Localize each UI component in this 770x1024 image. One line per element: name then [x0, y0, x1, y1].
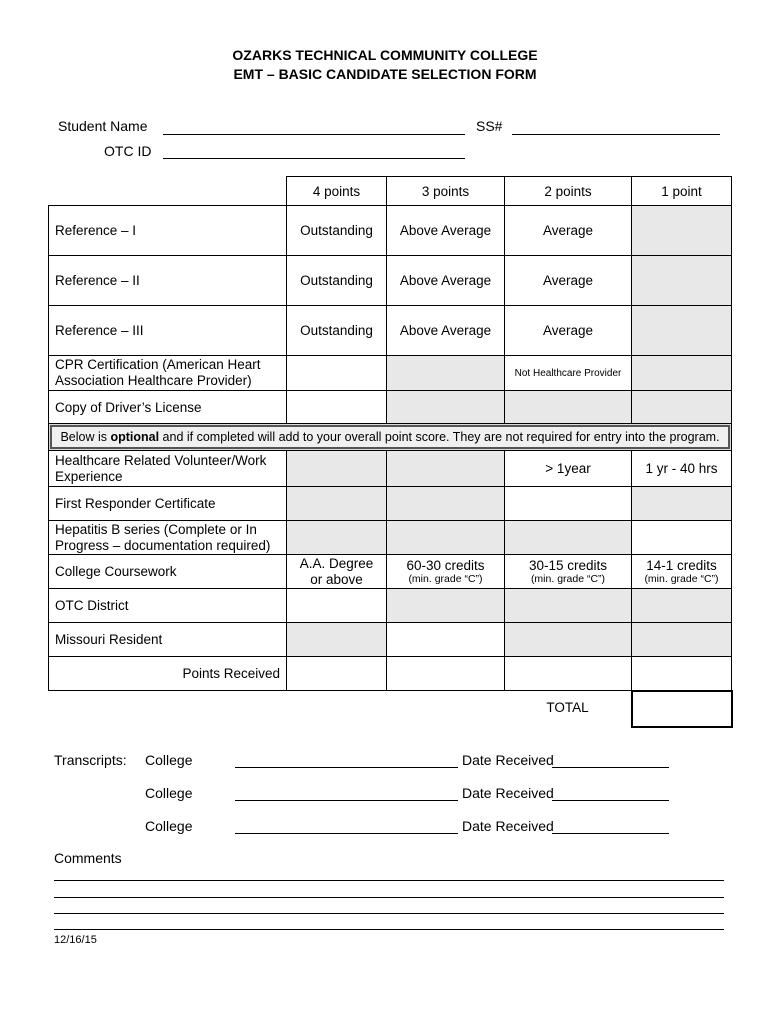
row-label-reference-1: Reference – I	[49, 206, 287, 256]
table-row	[49, 256, 732, 306]
table-row	[49, 657, 732, 691]
table-row	[49, 589, 732, 623]
cell-points-1[interactable]	[632, 657, 732, 691]
hepatitis-label-line2: Progress – documentation required)	[55, 537, 271, 553]
college-label: College	[145, 785, 193, 801]
comments-line[interactable]	[54, 929, 724, 930]
header-blank	[49, 177, 287, 206]
row-label-cpr	[49, 356, 287, 391]
cell-30-15-credits[interactable]	[505, 555, 632, 589]
cell-above-average[interactable]: Above Average	[387, 206, 505, 256]
cell-empty[interactable]	[287, 356, 387, 391]
cell-points-3[interactable]	[387, 657, 505, 691]
optional-notice	[49, 424, 732, 451]
cell-shaded	[505, 589, 632, 623]
table-row	[49, 356, 732, 391]
table-row	[49, 555, 732, 589]
cell-average[interactable]: Average	[505, 306, 632, 356]
row-label-otc-district: OTC District	[49, 589, 287, 623]
date-received-field[interactable]	[552, 833, 669, 834]
cell-shaded	[632, 623, 732, 657]
comments-label: Comments	[54, 850, 122, 866]
cell-shaded	[387, 451, 505, 487]
cell-above-average[interactable]: Above Average	[387, 256, 505, 306]
credits-14-1: 14-1 credits	[646, 558, 717, 573]
cell-shaded	[632, 487, 732, 521]
date-received-label: Date Received	[462, 752, 554, 768]
cell-shaded	[387, 487, 505, 521]
cell-shaded	[505, 391, 632, 424]
cell-shaded	[632, 206, 732, 256]
ss-field[interactable]	[512, 134, 720, 135]
total-row	[49, 691, 732, 727]
date-received-label: Date Received	[462, 785, 554, 801]
row-label-drivers-license: Copy of Driver’s License	[49, 391, 287, 424]
cell-shaded	[632, 391, 732, 424]
form-title: EMT – BASIC CANDIDATE SELECTION FORM	[233, 66, 537, 82]
row-label-college-coursework: College Coursework	[49, 555, 287, 589]
college-label: College	[145, 818, 193, 834]
cell-points-2[interactable]	[505, 657, 632, 691]
cell-shaded	[287, 623, 387, 657]
cell-shaded	[387, 356, 505, 391]
table-row	[49, 451, 732, 487]
header-1-point: 1 point	[632, 177, 732, 206]
cell-over-1-year[interactable]: > 1year	[505, 451, 632, 487]
healthcare-label-line2: Experience	[55, 468, 123, 484]
student-name-field[interactable]	[163, 134, 465, 135]
cell-empty[interactable]	[287, 589, 387, 623]
student-name-label: Student Name	[58, 118, 148, 134]
optional-notice-pre: Below is	[60, 430, 111, 444]
row-label-first-responder: First Responder Certificate	[49, 487, 287, 521]
grade-note: (min. grade “C”)	[408, 573, 483, 585]
cell-not-healthcare-provider[interactable]: Not Healthcare Provider	[505, 356, 632, 391]
table-row	[49, 391, 732, 424]
cell-empty[interactable]	[505, 487, 632, 521]
aa-degree-line2: or above	[310, 571, 363, 587]
cell-outstanding[interactable]: Outstanding	[287, 206, 387, 256]
total-box[interactable]	[632, 691, 732, 727]
cell-above-average[interactable]: Above Average	[387, 306, 505, 356]
table-row	[49, 306, 732, 356]
grade-note: (min. grade “C”)	[644, 573, 719, 585]
row-label-missouri-resident: Missouri Resident	[49, 623, 287, 657]
cell-empty[interactable]	[387, 623, 505, 657]
cell-shaded	[387, 391, 505, 424]
cell-shaded	[632, 256, 732, 306]
transcripts-label: Transcripts:	[54, 752, 127, 768]
optional-notice-row	[49, 424, 732, 451]
cell-empty[interactable]	[287, 391, 387, 424]
table-row	[49, 206, 732, 256]
cell-14-1-credits[interactable]	[632, 555, 732, 589]
date-received-field[interactable]	[552, 767, 669, 768]
table-row	[49, 623, 732, 657]
ss-label: SS#	[476, 118, 503, 134]
total-blank	[49, 691, 287, 727]
comments-line[interactable]	[54, 897, 724, 898]
table-row	[49, 521, 732, 555]
credits-30-15: 30-15 credits	[528, 558, 608, 573]
total-blank	[287, 691, 387, 727]
revision-date: 12/16/15	[54, 934, 97, 946]
college-field[interactable]	[235, 800, 458, 801]
college-label: College	[145, 752, 193, 768]
otc-id-label: OTC ID	[104, 143, 152, 159]
hepatitis-label-line1: Hepatitis B series (Complete or In	[55, 521, 257, 537]
cell-average[interactable]: Average	[505, 256, 632, 306]
row-label-points-received: Points Received	[49, 657, 287, 691]
cell-shaded	[505, 623, 632, 657]
cpr-label-line1: CPR Certification (American Heart	[55, 357, 261, 372]
header-2-points: 2 points	[505, 177, 632, 206]
cell-shaded	[387, 589, 505, 623]
cell-shaded	[632, 306, 732, 356]
date-received-label: Date Received	[462, 818, 554, 834]
points-header-row	[49, 177, 732, 206]
optional-notice-bold: optional	[110, 430, 160, 444]
cell-shaded	[287, 451, 387, 487]
cell-average[interactable]: Average	[505, 206, 632, 256]
scoring-table	[48, 176, 733, 728]
header-4-points: 4 points	[287, 177, 387, 206]
row-label-hepatitis-b	[49, 521, 287, 555]
cpr-label-line2: Association Healthcare Provider)	[55, 373, 252, 388]
credits-60-30: 60-30 credits	[406, 558, 485, 573]
college-field[interactable]	[235, 767, 458, 768]
grade-note: (min. grade “C”)	[530, 573, 606, 585]
cell-shaded	[632, 356, 732, 391]
cell-empty[interactable]	[632, 521, 732, 555]
cell-shaded	[505, 521, 632, 555]
healthcare-label-line1: Healthcare Related Volunteer/Work	[55, 452, 267, 468]
cell-60-30-credits[interactable]	[387, 555, 505, 589]
aa-degree-line1: A.A. Degree	[299, 555, 374, 571]
row-label-reference-3: Reference – III	[49, 306, 287, 356]
cell-outstanding[interactable]: Outstanding	[287, 306, 387, 356]
comments-line[interactable]	[54, 880, 724, 881]
cell-shaded	[632, 589, 732, 623]
cell-shaded	[387, 521, 505, 555]
header-3-points: 3 points	[387, 177, 505, 206]
optional-notice-post: and if completed will add to your overall point score. They are not required for entry into the program.	[159, 430, 720, 444]
total-label: TOTAL	[546, 700, 589, 715]
cell-points-4[interactable]	[287, 657, 387, 691]
date-received-field[interactable]	[552, 800, 669, 801]
cell-aa-degree[interactable]	[287, 555, 387, 589]
cell-1yr-40hrs[interactable]: 1 yr - 40 hrs	[632, 451, 732, 487]
row-label-reference-2: Reference – II	[49, 256, 287, 306]
table-row	[49, 487, 732, 521]
college-field[interactable]	[235, 833, 458, 834]
row-label-healthcare-experience	[49, 451, 287, 487]
total-blank	[387, 691, 505, 727]
form-title-institution: OZARKS TECHNICAL COMMUNITY COLLEGE	[232, 47, 538, 63]
cell-shaded	[287, 521, 387, 555]
otc-id-field[interactable]	[163, 158, 465, 159]
cell-outstanding[interactable]: Outstanding	[287, 256, 387, 306]
cell-shaded	[287, 487, 387, 521]
comments-line[interactable]	[54, 913, 724, 914]
